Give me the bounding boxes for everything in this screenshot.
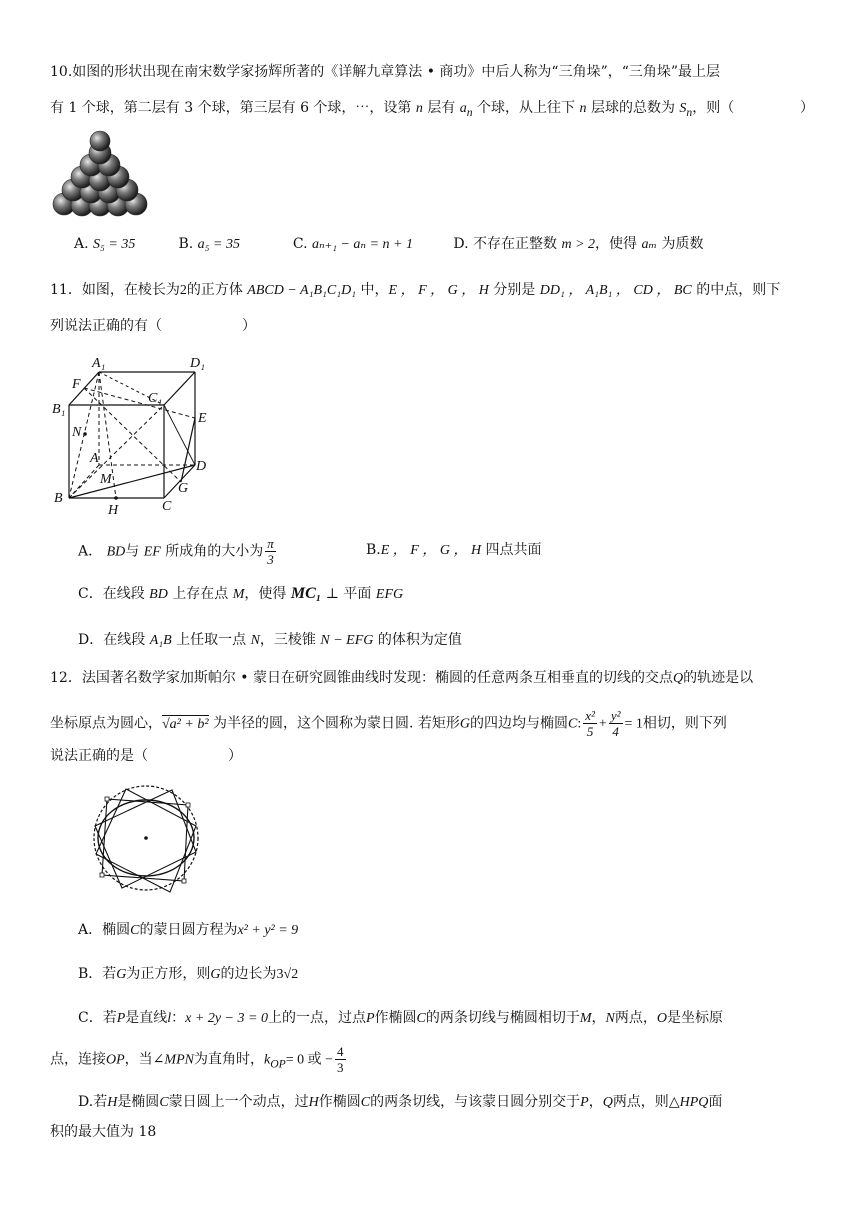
label-g: G — [178, 481, 189, 496]
q12-option-d-line1: D.若H是椭圆C蒙日圆上一个动点，过H作椭圆C的两条切线，与该蒙日圆分别交于P，Q两点，则△HPQ面 — [78, 1094, 723, 1110]
q10-line2: 有 1 个球，第二层有 3 个球，第三层有 6 个球，⋯，设第 n 层有 $a_n$ 个球，从上往下 n 层球的总数为 $S_n$，则（ — [50, 100, 735, 119]
q12-option-c-line2: 点，连接OP，当∠MPN为直角时，$k_{OP}= 0$ 或 − $\frac{4}{3}$ — [50, 1044, 344, 1075]
q12-line3: 说法正确的是（ ） — [50, 748, 242, 764]
q10-option-c: C. aₙ₊₁ − aₙ = n + 1 — [292, 236, 413, 252]
q10-option-b: B. a₅ = 35 — [178, 236, 240, 252]
q11-option-a: A． BD与 EF 所成角的大小为 $\frac{\pi}{3}$ — [78, 536, 274, 567]
q11-line2: 列说法正确的有（ ） — [50, 318, 256, 334]
q11-option-d: D．在线段 A₁B 上任取一点 N，三棱锥 N − EFG 的体积为定值 — [78, 632, 462, 648]
q10-options — [74, 234, 704, 255]
q10-close-paren: ） — [800, 100, 814, 116]
q11-option-c: C．在线段 BD 上存在点 M，使得 MC₁ ⊥ 平面 EFG — [78, 585, 404, 602]
q12-line2: 坐标原点为圆心，√a² + b² 为半径的圆，这个圆称为蒙日圆. 若矩形G的四边均与椭圆C: $\frac{\text{x²}}{5}$ + $\frac{\text{y²}}{4}$ = 1相切，则下列 — [50, 708, 727, 739]
label-m: M — [100, 472, 112, 487]
monge-circle-figure — [86, 780, 206, 900]
q12-option-c-line1: C．若P是直线l：x + 2y − 3 = 0上的一点，过点P作椭圆C的两条切线与椭圆相切于M，N两点，O是坐标原 — [78, 1010, 723, 1026]
label-b1: B₁ — [52, 402, 66, 417]
cube-figure — [50, 350, 220, 520]
label-d1: D₁ — [190, 356, 205, 371]
label-b: B — [54, 491, 63, 506]
label-c: C — [162, 499, 172, 514]
q11-line1: 11．如图，在棱长为2的正方体 ABCD − A₁B₁C₁D₁ 中，E ， F ， G ， H 分别是 DD₁ ， A₁B₁ ， CD ， BC 的中点，则下 — [50, 282, 781, 298]
q12-option-d-line2: 积的最大值为 18 — [50, 1124, 157, 1140]
label-a1: A₁ — [92, 356, 106, 371]
label-f: F — [72, 377, 81, 392]
label-d: D — [196, 459, 207, 474]
q11-option-b: B.E ， F ， G ， H 四点共面 — [366, 542, 542, 558]
q12-option-b: B．若G为正方形，则G的边长为3√2 — [78, 966, 299, 982]
label-n: N — [72, 425, 82, 440]
label-h: H — [108, 503, 119, 518]
q12-option-a: A．椭圆C的蒙日圆方程为x² + y² = 9 — [78, 922, 299, 938]
q10-option-a: A. S₅ = 35 — [74, 236, 136, 252]
q10-line1: 10.如图的形状出现在南宋数学家扬辉所著的《详解九章算法 • 商功》中后人称为“三角垛”，“三角垛”最上层 — [50, 64, 721, 80]
q12-line1: 12．法国著名数学家加斯帕尔 • 蒙日在研究圆锥曲线时发现：椭圆的任意两条互相垂直的切线的交点Q的轨迹是以 — [50, 670, 754, 686]
label-a: A — [90, 451, 99, 466]
ball-pyramid-image — [50, 130, 150, 220]
label-e: E — [198, 411, 207, 426]
q10-option-d: D. 不存在正整数 m > 2，使得 aₘ 为质数 — [453, 236, 704, 252]
label-c1: C₁ — [148, 391, 163, 406]
